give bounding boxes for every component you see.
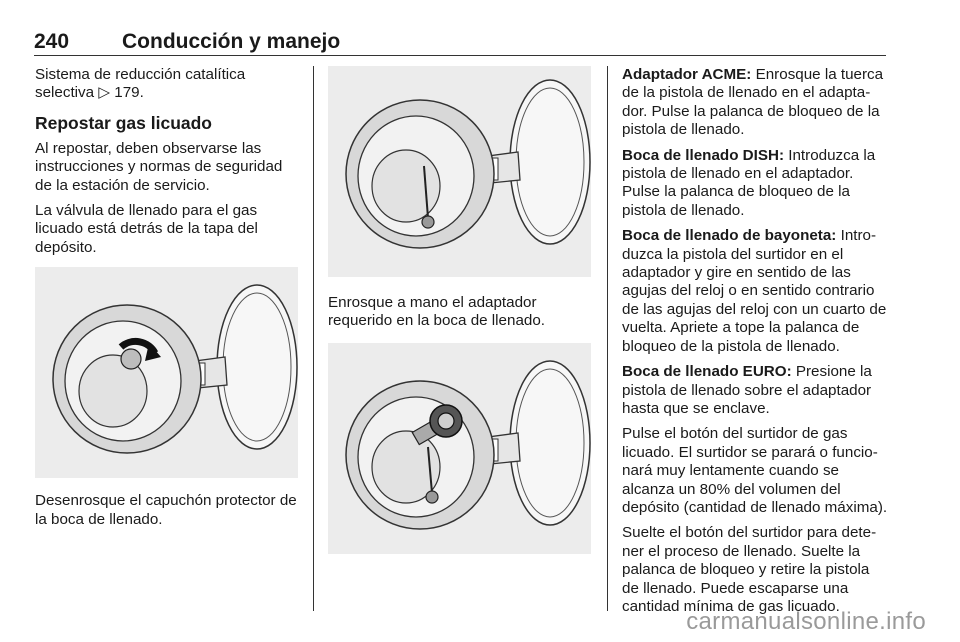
page-header (34, 30, 886, 54)
text-bayonet: Intro-duzca la pistola del surtidor en el adaptador y gire en sentido de las agujas del reloj o en sentido contrario de las agujas del reloj con un cuarto de vuelta. Apriete a tope la palanca de bloqueo de la pistola de llenado. (622, 227, 887, 355)
column-3 (622, 66, 888, 623)
paragraph-bayonet (622, 227, 888, 356)
paragraph-valve: La válvula de llenado para el gas licuado está detrás de la tapa del depósito. (35, 202, 258, 256)
fuel-door-illustration-3 (328, 343, 591, 554)
paragraph-release-button: Suelte el botón del surtidor para dete-ner el proceso de llenado. Suelte la palanca de bloqueo y retire la pistola de llenado. Puede escaparse una cantidad mínima de gas licuado. (622, 524, 877, 615)
caption-unscrew-cap: Desenrosque el capuchón protector de la boca de llenado. (35, 492, 297, 528)
column-divider-2 (607, 66, 608, 611)
watermark: carmanualsonline.info (686, 608, 926, 635)
paragraph-press-button: Pulse el botón del surtidor de gas licuado. El surtidor se parará o funcio-nará muy lentamente cuando se alcanza un 80% del volumen del depósito (cantidad de llenado máxima). (622, 425, 888, 516)
intro-page-ref: 179. (114, 84, 144, 102)
figure-fuel-door-open (328, 66, 591, 277)
label-bayonet: Boca de llenado de bayoneta: (622, 227, 837, 245)
label-dish: Boca de llenado DISH: (622, 146, 785, 164)
caption-screw-adapter: Enrosque a mano el adaptador requerido en la boca de llenado. (328, 294, 546, 330)
column-2 (328, 66, 592, 554)
text-acme: Enrosque la tuerca de la pistola de llenado en el adapta-dor. Pulse la palanca de bloqueo de la pistola de llenado. (622, 66, 884, 139)
page-reference-arrow-icon: ▷ (98, 84, 111, 102)
intro-text: Sistema de reducción catalítica selectiva (35, 66, 246, 102)
label-euro: Boca de llenado EURO: (622, 363, 792, 381)
figure-adapter-fitted (328, 343, 591, 554)
fuel-door-illustration-2 (328, 66, 591, 277)
column-1 (35, 66, 303, 536)
paragraph-safety: Al repostar, deben observarse las instrucciones y normas de seguridad de la estación de servicio. (35, 139, 283, 194)
section-heading: Repostar gas licuado (35, 112, 212, 133)
intro-paragraph (35, 66, 303, 103)
text-euro: Presione la pistola de llenado sobre el adaptador hasta que se enclave. (622, 363, 872, 417)
paragraph-euro (622, 363, 888, 418)
text-dish: Introduzca la pistola de llenado en el adaptador. Pulse la palanca de bloqueo de la pistola de llenado. (622, 146, 876, 219)
label-acme: Adaptador ACME: (622, 66, 752, 83)
page-number: 240 (34, 30, 70, 53)
paragraph-dish (622, 147, 888, 221)
column-divider-1 (313, 66, 314, 611)
chapter-title: Conducción y manejo (122, 30, 341, 53)
fuel-door-illustration-1 (35, 267, 298, 478)
header-rule (34, 55, 886, 56)
paragraph-acme (622, 66, 888, 140)
figure-unscrew-cap (35, 267, 298, 478)
